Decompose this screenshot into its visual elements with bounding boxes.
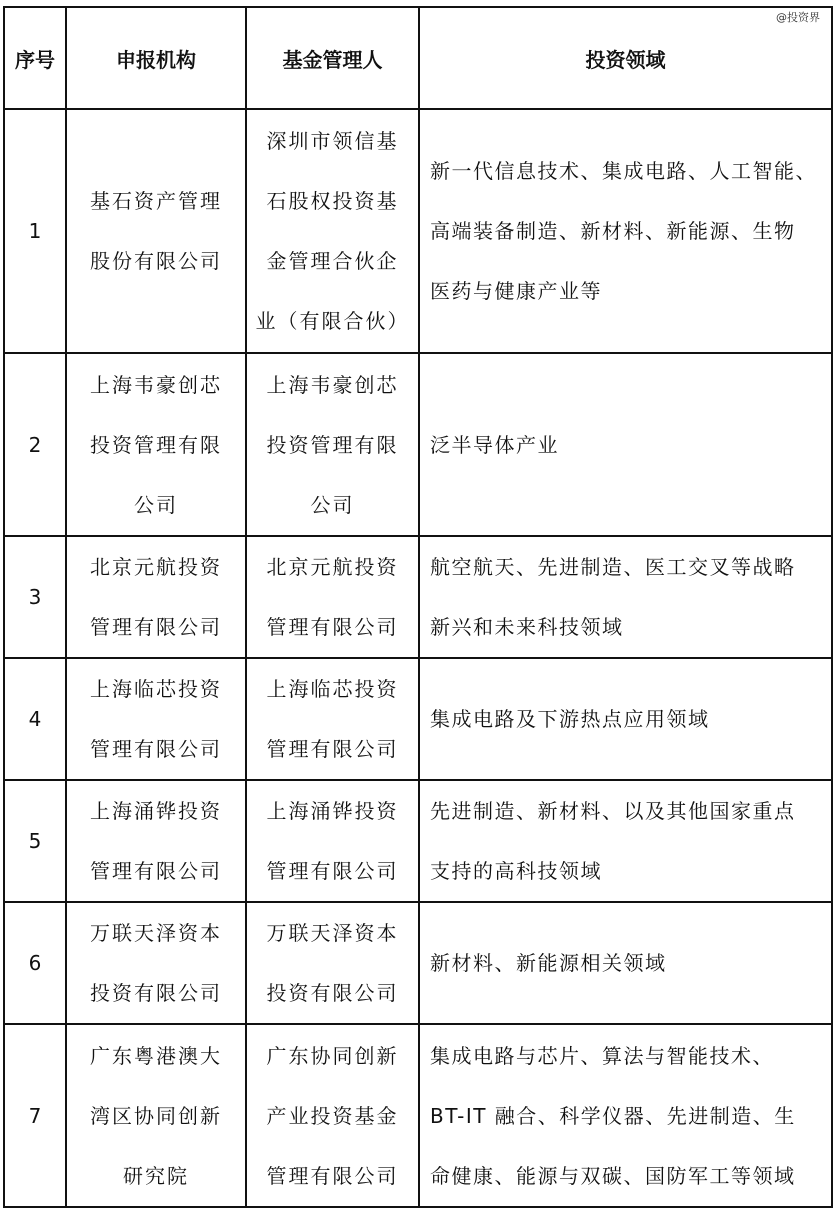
cell-manager-line: 广东协同创新 [266, 1043, 399, 1068]
cell-field-line: 新兴和未来科技领域 [430, 615, 624, 639]
cell-manager-line: 上海临芯投资 [266, 677, 399, 701]
cell-manager-line: 深圳市领信基 [266, 129, 399, 153]
cell-org-line: 投资有限公司 [90, 981, 222, 1005]
cell-org-line: 上海涌铧投资 [90, 799, 222, 823]
cell-manager-line: 业（有限合伙） [255, 309, 410, 333]
table-row [4, 902, 832, 1024]
cell-manager-line: 产业投资基金 [266, 1103, 399, 1128]
cell-org [66, 902, 246, 1024]
cell-org [66, 658, 246, 780]
header-manager: 基金管理人 [246, 7, 419, 109]
cell-field [419, 109, 832, 353]
header-org: 申报机构 [66, 7, 246, 109]
cell-org-line: 广东粤港澳大 [90, 1043, 222, 1068]
cell-field-line: 新材料、新能源相关领域 [430, 951, 667, 975]
cell-manager-line: 万联天泽资本 [266, 921, 399, 945]
table-row [4, 658, 832, 780]
cell-org-line: 管理有限公司 [90, 859, 222, 883]
cell-org-line: 管理有限公司 [90, 737, 222, 761]
cell-org-line: 股份有限公司 [90, 249, 222, 273]
cell-manager-line: 金管理合伙企 [266, 249, 399, 273]
cell-field-line: 医药与健康产业等 [430, 279, 602, 303]
cell-org-line: 万联天泽资本 [90, 921, 222, 945]
cell-manager-line: 投资有限公司 [266, 981, 399, 1005]
cell-manager-line: 投资管理有限 [266, 432, 399, 457]
cell-org [66, 780, 246, 902]
watermark: @投资界 [776, 11, 820, 24]
cell-field [419, 536, 832, 658]
header-row [4, 7, 832, 109]
cell-org [66, 1024, 246, 1207]
cell-field-line: 集成电路与芯片、算法与智能技术、 [430, 1043, 774, 1068]
cell-field [419, 1024, 832, 1207]
cell-org-line: 研究院 [123, 1163, 189, 1188]
cell-field [419, 658, 832, 780]
table-row [4, 353, 832, 536]
cell-org-line: 投资管理有限 [90, 432, 222, 457]
cell-no: 7 [4, 1024, 66, 1207]
cell-no: 4 [4, 658, 66, 780]
table-row [4, 1024, 832, 1207]
cell-org-line: 上海韦豪创芯 [90, 372, 222, 397]
cell-field-line: 高端装备制造、新材料、新能源、生物 [430, 219, 796, 243]
cell-manager-line: 北京元航投资 [266, 555, 399, 579]
cell-manager-line: 管理有限公司 [266, 859, 399, 883]
cell-field-line: 集成电路及下游热点应用领域 [430, 707, 710, 731]
cell-no: 5 [4, 780, 66, 902]
cell-no: 2 [4, 353, 66, 536]
cell-manager-line: 管理有限公司 [266, 615, 399, 639]
fund-table [3, 6, 833, 1208]
cell-org-line: 公司 [134, 492, 178, 517]
cell-org-line: 北京元航投资 [90, 555, 222, 579]
cell-manager [246, 658, 419, 780]
cell-org-line: 湾区协同创新 [90, 1103, 222, 1128]
cell-field [419, 780, 832, 902]
cell-org-line: 上海临芯投资 [90, 677, 222, 701]
cell-no: 3 [4, 536, 66, 658]
cell-field-line: BT-IT 融合、科学仪器、先进制造、生 [430, 1103, 796, 1128]
cell-field [419, 353, 832, 536]
cell-manager [246, 536, 419, 658]
cell-field-line: 新一代信息技术、集成电路、人工智能、 [430, 159, 817, 183]
cell-org-line: 管理有限公司 [90, 615, 222, 639]
cell-field-line: 泛半导体产业 [430, 432, 559, 457]
cell-manager [246, 902, 419, 1024]
cell-field-line: 先进制造、新材料、以及其他国家重点 [430, 799, 796, 823]
table-row [4, 109, 832, 353]
cell-field [419, 902, 832, 1024]
cell-no: 1 [4, 109, 66, 353]
cell-manager-line: 石股权投资基 [266, 189, 399, 213]
cell-field-line: 命健康、能源与双碳、国防军工等领域 [430, 1163, 796, 1188]
table-row [4, 780, 832, 902]
cell-org [66, 353, 246, 536]
cell-manager-line: 上海涌铧投资 [266, 799, 399, 823]
cell-org [66, 536, 246, 658]
header-no: 序号 [4, 7, 66, 109]
cell-manager [246, 780, 419, 902]
cell-manager-line: 公司 [310, 492, 355, 517]
cell-no: 6 [4, 902, 66, 1024]
cell-manager-line: 管理有限公司 [266, 737, 399, 761]
cell-field-line: 支持的高科技领域 [430, 859, 602, 883]
cell-manager [246, 109, 419, 353]
table-row [4, 536, 832, 658]
cell-manager [246, 353, 419, 536]
cell-manager-line: 管理有限公司 [266, 1163, 399, 1188]
cell-manager [246, 1024, 419, 1207]
cell-org [66, 109, 246, 353]
cell-manager-line: 上海韦豪创芯 [266, 372, 399, 397]
cell-field-line: 航空航天、先进制造、医工交叉等战略 [430, 555, 796, 579]
cell-org-line: 基石资产管理 [90, 189, 222, 213]
header-field: 投资领域 [419, 7, 832, 109]
